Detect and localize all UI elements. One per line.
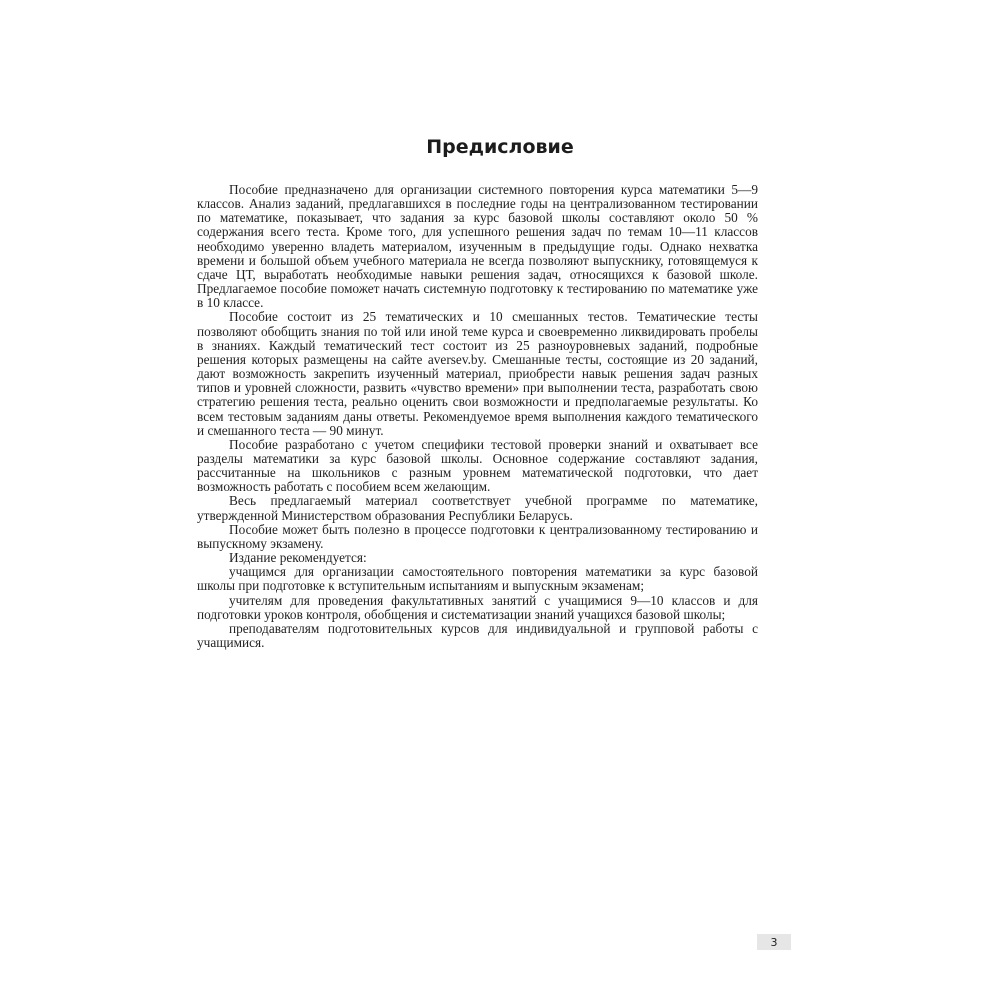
- paragraph-content: Пособие разработано с учетом специфики тестовой проверки знаний и охватывает все разделы математики за курс базовой школы. Основное содержание составляют задания, рассчитанные на школьников с разным уровнем математической подготовки, что дает возможность работать с пособием всем желающим.: [197, 436, 758, 495]
- recommendation-students: учащимся для организации самостоятельного повторения математики за курс базовой школы при подготовке к вступительным испытаниям и выпускным экзаменам;: [197, 564, 758, 594]
- paragraph-structure: Пособие состоит из 25 тематических и 10 смешанных тестов. Тематические тесты позволяют обобщить знания по той или иной теме курса и своевременно ликвидировать пробелы в знаниях. Каждый тематический тест состоит из 25 разноуровневых заданий, подробные решения которых размещены на сайте aversev.by. Смешанные тесты, состоящие из 20 заданий, дают возможность закрепить изученный материал, приобрести навык решения задач разных типов и уровней сложности, развить «чувство времени» при выполнении теста, разработать свою стратегию решения теста, реально оценить свои возможности и предполагаемые результаты. Ко всем тестовым заданиям даны ответы. Рекомендуемое время выполнения каждого тематического и смешанного теста — 90 минут.: [197, 309, 758, 438]
- paragraph-recommended: Издание рекомендуется:: [229, 550, 367, 566]
- paragraph-purpose: Пособие предназначено для организации системного повторения курса математики 5—9 классов. Анализ заданий, предлагавшихся в последние годы на централизованном тестировании по математике, показывает, что задания за курс базовой школы составляют около 50 % содержания всего теста. Кроме того, для успешного решения задач по темам 10—11 классов необходимо уверенно владеть материалом, изученным в предыдущие годы. Однако нехватка времени и большой объем учебного материала не всегда позволяют выпускнику, готовящемуся к сдаче ЦТ, выработать необходимые навыки решения задач, относящихся к базовой школе. Предлагаемое пособие поможет начать системную подготовку к тестированию по математике уже в 10 классе.: [197, 182, 758, 311]
- recommendation-tutors: преподавателям подготовительных курсов для индивидуальной и групповой работы с учащимися.: [197, 620, 758, 650]
- page-number: 3: [770, 935, 778, 949]
- page-title: Предисловие: [426, 136, 574, 158]
- page-number-box: [757, 934, 791, 950]
- paragraph-program: Весь предлагаемый материал соответствует учебной программе по математике, утвержденной Министерством образования Республики Беларусь.: [197, 493, 758, 523]
- paragraph-usefulness: Пособие может быть полезно в процессе подготовки к централизованному тестированию и выпускному экзамену.: [197, 521, 758, 551]
- preface-body: [197, 183, 758, 650]
- recommendation-teachers: учителям для проведения факультативных занятий с учащимися 9—10 классов и для подготовки уроков контроля, обобщения и систематизации знаний учащихся базовой школы;: [197, 592, 758, 622]
